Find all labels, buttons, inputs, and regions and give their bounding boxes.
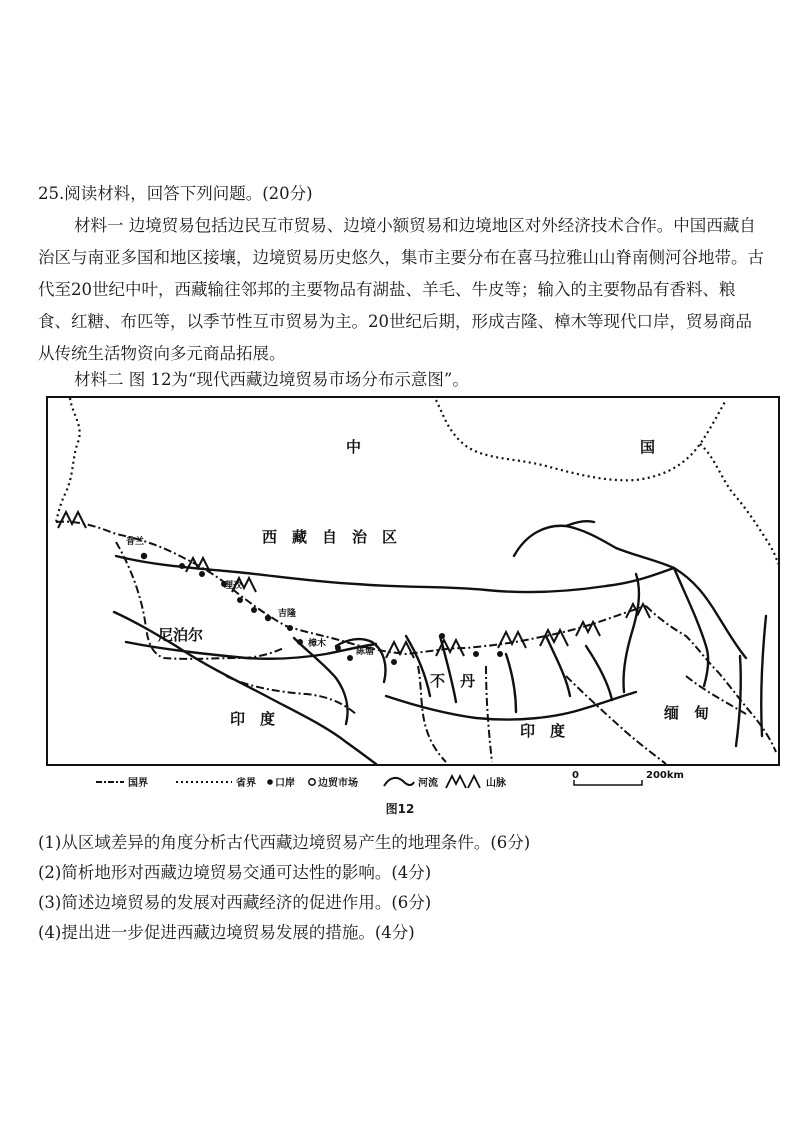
- mountain-icon: [436, 640, 464, 656]
- market-dot: [297, 639, 303, 645]
- provincial-borders: [56, 398, 778, 564]
- label-jilong: 吉隆: [278, 609, 297, 619]
- market-dot: [179, 563, 185, 569]
- question-header: 25.阅读材料，回答下列问题。(20分): [38, 184, 313, 203]
- mountain-icon: [58, 512, 86, 528]
- legend-mountain-icon: [468, 776, 480, 788]
- river-tributary-north: [514, 526, 674, 568]
- market-dot: [473, 651, 479, 657]
- label-zhangmu: 樟木: [308, 639, 327, 649]
- scale-bar: [574, 780, 642, 785]
- market-dot: [287, 625, 293, 631]
- question-2: (2)简析地形对西藏边境贸易交通可达性的影响。(4分): [38, 863, 432, 882]
- river-india-east-2: [586, 646, 612, 700]
- scale-zero: 0: [572, 770, 579, 781]
- legend-national-border: 国界: [128, 778, 148, 789]
- legend-mountain: 山脉: [486, 778, 506, 789]
- river-bhutan-2: [506, 654, 516, 712]
- river-east-2: [674, 568, 708, 686]
- map-legend: [96, 770, 684, 789]
- label-china-right: 国: [640, 438, 656, 456]
- provincial-border-west: [56, 398, 80, 522]
- river-myanmar-2: [761, 616, 766, 736]
- provincial-border-east: [700, 444, 778, 564]
- river-arun: [336, 639, 386, 682]
- label-india-right: 印 度: [520, 722, 566, 740]
- legend-port: 口岸: [275, 778, 295, 789]
- label-tibet: 西 藏 自 治 区: [262, 528, 398, 546]
- market-dot: [347, 655, 353, 661]
- scale-distance: 200km: [646, 770, 684, 781]
- label-lizi: 理孜: [224, 581, 243, 591]
- provincial-border-north: [436, 400, 726, 480]
- label-myanmar: 缅 甸: [664, 704, 710, 722]
- river-nepal-ganges: [114, 612, 376, 764]
- question-3: (3)简述边境贸易的发展对西藏经济的促进作用。(6分): [38, 893, 432, 912]
- market-dot: [251, 607, 257, 613]
- market-dot: [391, 659, 397, 665]
- label-chentang: 陈塘: [356, 647, 375, 657]
- material-two: 材料二 图 12为“现代西藏边境贸易市场分布示意图”。: [74, 370, 469, 389]
- question-1: (1)从区域差异的角度分析古代西藏边境贸易产生的地理条件。(6分): [38, 833, 531, 852]
- national-border-myanmar: [646, 606, 776, 752]
- label-nepal: 尼泊尔: [158, 626, 204, 644]
- material-one: 材料一 边境贸易包括边民互市贸易、边境小额贸易和边境地区对外经济技术合作。中国西藏自治区与南亚多国和地区接壤，边境贸易历史悠久，集市主要分布在喜马拉雅山山脊南侧河谷地带。古代至20世纪中叶，西藏输往邻邦的主要物品有湖盐、羊毛、牛皮等；输入的主要物品有香料、粮食、红糖、布匹等，以季节性互市贸易为主。20世纪后期，形成吉隆、樟木等现代口岸，贸易商品从传统生活物资向多元商品拓展。: [38, 216, 764, 363]
- label-india-left: 印 度: [230, 710, 276, 728]
- river-myanmar: [736, 656, 741, 746]
- market-dot: [265, 615, 271, 621]
- mountain-icon: [576, 622, 600, 636]
- rivers: [114, 521, 766, 764]
- label-bhutan: 不 丹: [430, 672, 476, 690]
- legend-provincial-border: 省界: [236, 778, 256, 789]
- river-east-1: [623, 574, 638, 692]
- market-dot: [497, 651, 503, 657]
- legend-river-line: [384, 778, 414, 786]
- market-dot: [335, 645, 341, 651]
- legend-mountain-icon: [446, 776, 466, 788]
- tibet-border-trade-map: [46, 396, 780, 796]
- question-4: (4)提出进一步促进西藏边境贸易发展的措施。(4分): [38, 923, 415, 942]
- mountain-icon: [498, 632, 526, 648]
- market-dot: [141, 553, 147, 559]
- legend-market-circle: [309, 779, 315, 785]
- legend-port-dot: [267, 779, 273, 785]
- river-spur: [566, 521, 594, 526]
- map-svg: [46, 396, 780, 796]
- label-china-left: 中: [346, 438, 362, 456]
- figure-caption: 图12: [385, 802, 415, 816]
- legend-border-market: 边贸市场: [318, 778, 358, 789]
- legend-river: 河流: [418, 778, 438, 789]
- national-border-bhutan-east: [486, 666, 492, 762]
- market-dot: [199, 571, 205, 577]
- market-dot: [237, 597, 243, 603]
- market-dot: [439, 633, 445, 639]
- national-border-india-east: [566, 676, 666, 764]
- label-pulan: 普兰: [126, 537, 145, 547]
